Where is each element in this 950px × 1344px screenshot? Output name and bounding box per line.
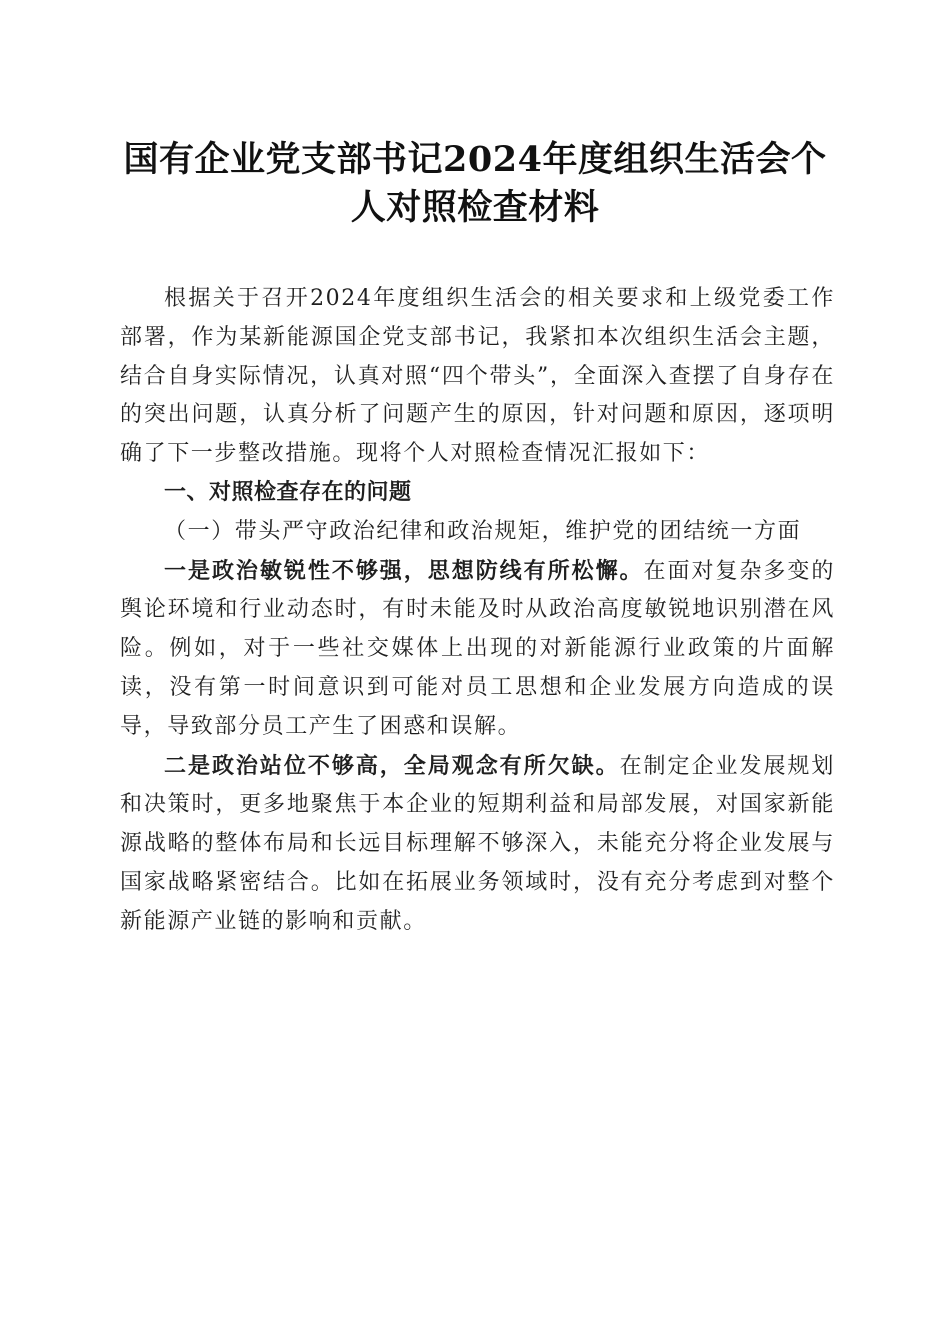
problem-point-1-lead: 一是政治敏锐性不够强，思想防线有所松懈。 <box>164 557 644 584</box>
problem-point-1 <box>120 552 835 747</box>
document-title <box>100 136 850 232</box>
problem-point-2 <box>120 747 835 942</box>
document-title-line-2: 人对照检查材料 <box>350 187 600 228</box>
document-body <box>120 280 835 942</box>
problem-point-1-body: 在面对复杂多变的舆论环境和行业动态时，有时未能及时从政治高度敏锐地识别潜在风险。例如，对于一些社交媒体上出现的对新能源行业政策的片面解读，没有第一时间意识到可能对员工思想和企业发展方向造成的误导，导致部分员工产生了困惑和误解。 <box>120 558 835 739</box>
subsection-heading-1: （一）带头严守政治纪律和政治规矩，维护党的团结统一方面 <box>164 518 802 544</box>
intro-paragraph: 根据关于召开2024年度组织生活会的相关要求和上级党委工作部署，作为某新能源国企党支部书记，我紧扣本次组织生活会主题，结合自身实际情况，认真对照“四个带头”，全面深入查摆了自身存在的突出问题，认真分析了问题产生的原因，针对问题和原因，逐项明确了下一步整改措施。现将个人对照检查情况汇报如下： <box>120 286 835 467</box>
section-heading-1: 一、对照检查存在的问题 <box>164 479 412 505</box>
document-title-line-1: 国有企业党支部书记2024年度组织生活会个 <box>123 139 827 180</box>
problem-point-2-lead: 二是政治站位不够高，全局观念有所欠缺。 <box>164 752 620 779</box>
problem-point-2-body: 在制定企业发展规划和决策时，更多地聚焦于本企业的短期利益和局部发展，对国家新能源战略的整体布局和长远目标理解不够深入，未能充分将企业发展与国家战略紧密结合。比如在拓展业务领域时，没有充分考虑到对整个新能源产业链的影响和贡献。 <box>120 753 835 934</box>
